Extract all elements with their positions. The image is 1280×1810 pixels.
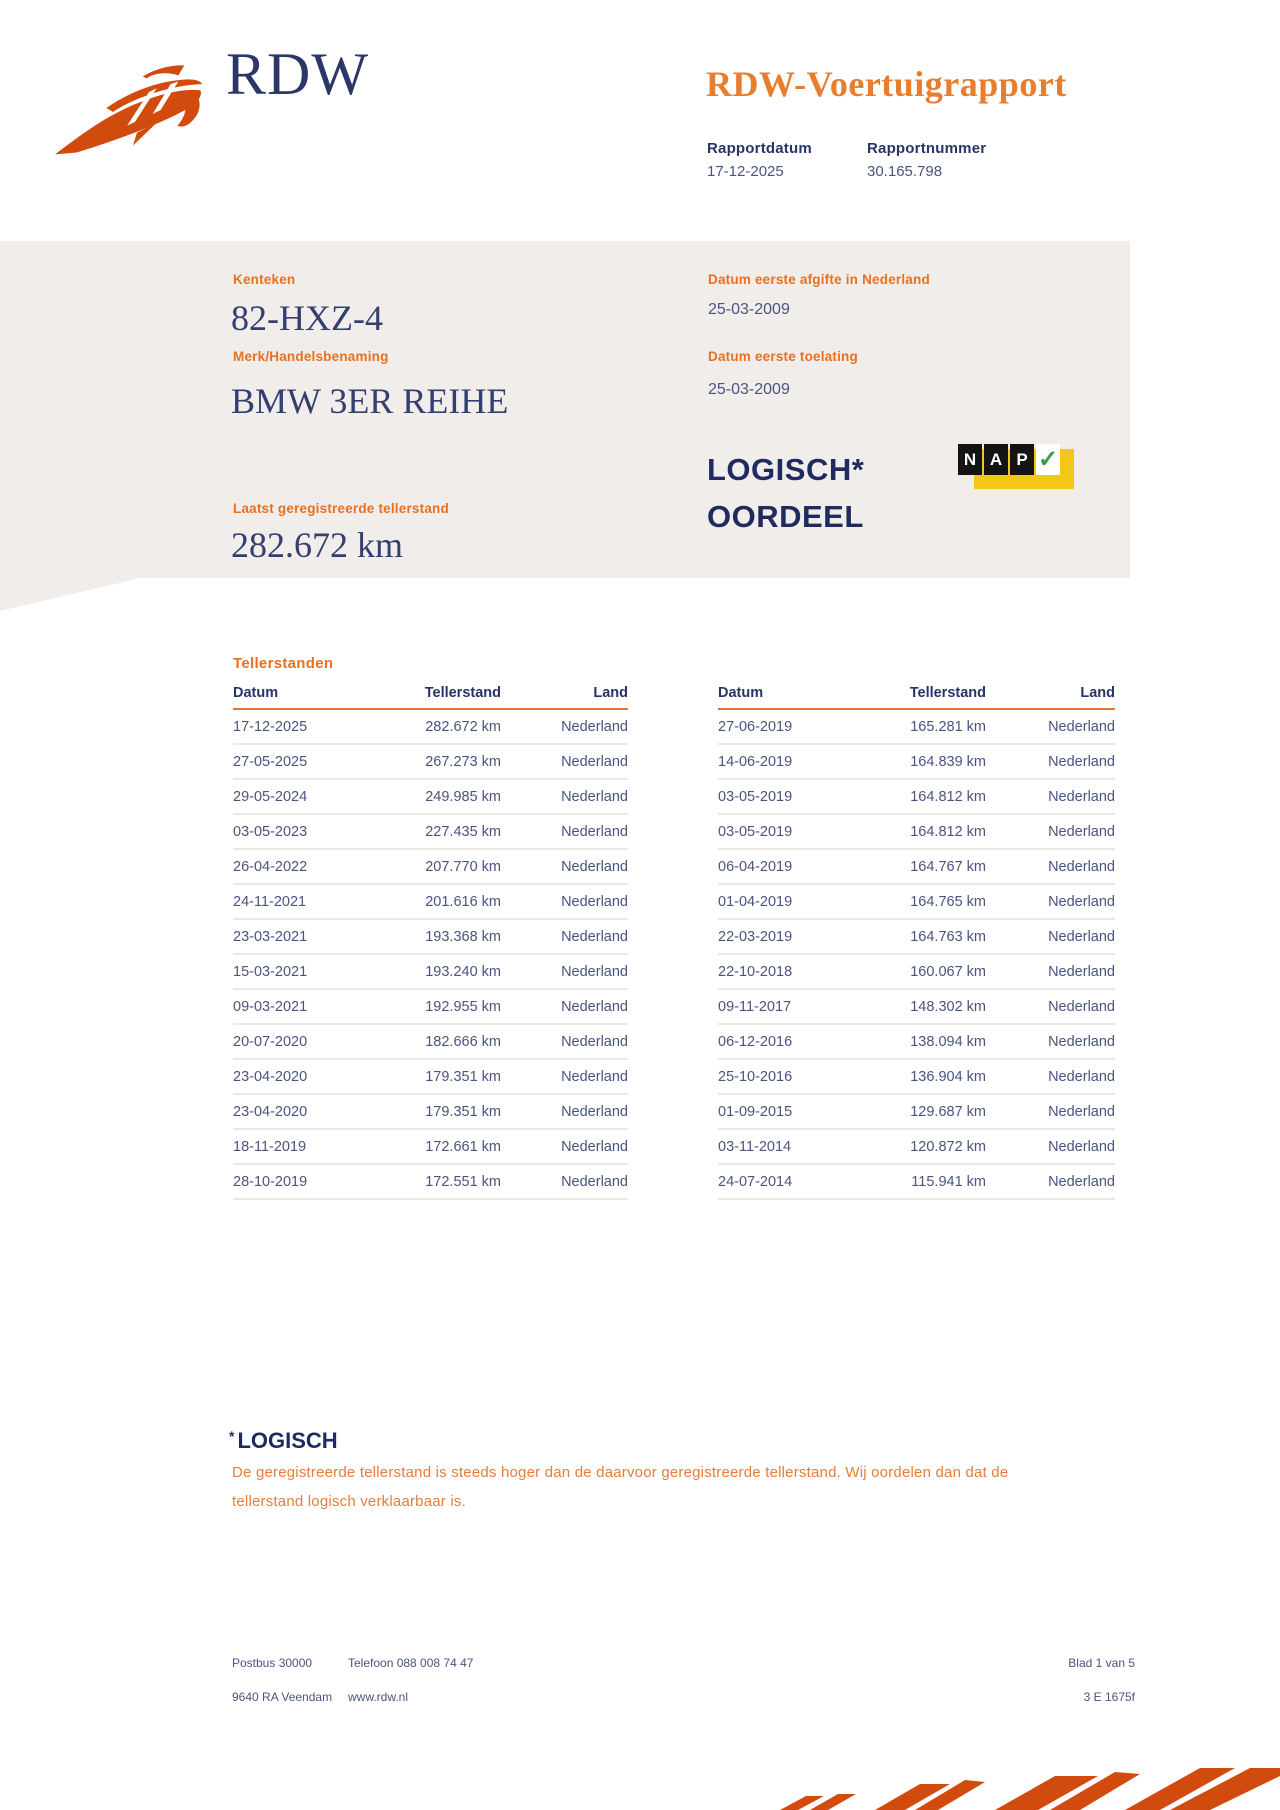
cell-datum: 15-03-2021 xyxy=(233,954,383,989)
cell-tellerstand: 207.770 km xyxy=(383,849,501,884)
nap-logo xyxy=(958,444,1076,490)
cell-datum: 17-12-2025 xyxy=(233,709,383,744)
cell-land: Nederland xyxy=(501,1164,628,1199)
report-date-value: 17-12-2025 xyxy=(707,163,784,180)
cell-tellerstand: 164.812 km xyxy=(868,779,986,814)
toelating-value: 25-03-2009 xyxy=(708,381,790,398)
footer-website: www.rdw.nl xyxy=(348,1690,409,1704)
cell-tellerstand: 172.551 km xyxy=(383,1164,501,1199)
cell-tellerstand: 164.765 km xyxy=(868,884,986,919)
report-number-label: Rapportnummer xyxy=(867,140,987,157)
cell-land: Nederland xyxy=(501,989,628,1024)
table-row xyxy=(718,814,1115,849)
report-date-label: Rapportdatum xyxy=(707,140,812,157)
nap-checkmark-icon: ✓ xyxy=(1037,446,1059,473)
summary-panel-tail xyxy=(0,578,140,611)
table-row xyxy=(718,1094,1115,1129)
cell-datum: 27-06-2019 xyxy=(718,709,868,744)
cell-datum: 03-05-2019 xyxy=(718,814,868,849)
table-row xyxy=(718,919,1115,954)
cell-datum: 03-11-2014 xyxy=(718,1129,868,1164)
table-row xyxy=(233,989,628,1024)
cell-tellerstand: 249.985 km xyxy=(383,779,501,814)
cell-land: Nederland xyxy=(986,779,1115,814)
cell-datum: 14-06-2019 xyxy=(718,744,868,779)
cell-datum: 20-07-2020 xyxy=(233,1024,383,1059)
cell-land: Nederland xyxy=(986,744,1115,779)
table-row xyxy=(718,884,1115,919)
report-number-value: 30.165.798 xyxy=(867,163,943,180)
cell-land: Nederland xyxy=(986,1094,1115,1129)
cell-datum: 06-12-2016 xyxy=(718,1024,868,1059)
cell-land: Nederland xyxy=(986,1164,1115,1199)
table-row xyxy=(233,1129,628,1164)
cell-datum: 06-04-2019 xyxy=(718,849,868,884)
cell-datum: 26-04-2022 xyxy=(233,849,383,884)
tellerstanden-heading: Tellerstanden xyxy=(233,655,334,672)
oordeel-text xyxy=(707,446,864,540)
col-header-datum: Datum xyxy=(718,685,868,709)
cell-datum: 23-04-2020 xyxy=(233,1059,383,1094)
cell-tellerstand: 193.240 km xyxy=(383,954,501,989)
rdw-wing-fragments-graphic xyxy=(780,1768,1280,1810)
footnote-title xyxy=(229,1424,338,1453)
cell-datum: 22-10-2018 xyxy=(718,954,868,989)
afgifte-value: 25-03-2009 xyxy=(708,301,790,318)
oordeel-line2: OORDEEL xyxy=(707,499,864,534)
cell-land: Nederland xyxy=(501,1059,628,1094)
cell-datum: 01-09-2015 xyxy=(718,1094,868,1129)
table-row xyxy=(233,954,628,989)
cell-tellerstand: 120.872 km xyxy=(868,1129,986,1164)
cell-land: Nederland xyxy=(986,709,1115,744)
oordeel-line1: LOGISCH* xyxy=(707,452,865,487)
cell-land: Nederland xyxy=(501,919,628,954)
cell-land: Nederland xyxy=(986,849,1115,884)
cell-tellerstand: 160.067 km xyxy=(868,954,986,989)
afgifte-label: Datum eerste afgifte in Nederland xyxy=(708,272,930,287)
footer-page-number: Blad 1 van 5 xyxy=(1068,1656,1135,1670)
table-row xyxy=(233,1164,628,1199)
cell-datum: 23-04-2020 xyxy=(233,1094,383,1129)
cell-tellerstand: 192.955 km xyxy=(383,989,501,1024)
cell-tellerstand: 179.351 km xyxy=(383,1094,501,1129)
report-title: RDW-Voertuigrapport xyxy=(706,64,1067,104)
cell-tellerstand: 165.281 km xyxy=(868,709,986,744)
table-row xyxy=(718,779,1115,814)
footer-address-line2: 9640 RA Veendam xyxy=(232,1690,333,1704)
cell-land: Nederland xyxy=(986,1129,1115,1164)
merk-value: BMW 3ER REIHE xyxy=(231,381,509,421)
col-header-tellerstand: Tellerstand xyxy=(868,685,986,709)
tellerstanden-table-right xyxy=(718,685,1115,1200)
cell-tellerstand: 172.661 km xyxy=(383,1129,501,1164)
tellerstanden-table-left xyxy=(233,685,628,1200)
cell-datum: 18-11-2019 xyxy=(233,1129,383,1164)
table-row xyxy=(233,1024,628,1059)
table-row xyxy=(233,919,628,954)
cell-datum: 24-11-2021 xyxy=(233,884,383,919)
cell-datum: 03-05-2023 xyxy=(233,814,383,849)
cell-datum: 09-03-2021 xyxy=(233,989,383,1024)
cell-land: Nederland xyxy=(501,884,628,919)
cell-tellerstand: 282.672 km xyxy=(383,709,501,744)
toelating-label: Datum eerste toelating xyxy=(708,349,858,364)
cell-land: Nederland xyxy=(501,709,628,744)
col-header-datum: Datum xyxy=(233,685,383,709)
cell-tellerstand: 227.435 km xyxy=(383,814,501,849)
tellerstand-value: 282.672 km xyxy=(231,525,404,565)
kenteken-value: 82-HXZ-4 xyxy=(231,298,383,338)
cell-datum: 29-05-2024 xyxy=(233,779,383,814)
cell-datum: 22-03-2019 xyxy=(718,919,868,954)
nap-tile-a: A xyxy=(984,444,1008,475)
nap-tile-p: P xyxy=(1010,444,1034,475)
kenteken-label: Kenteken xyxy=(233,272,296,287)
table-row xyxy=(718,1024,1115,1059)
cell-datum: 03-05-2019 xyxy=(718,779,868,814)
footnote-text: De geregistreerde tellerstand is steeds hoger dan de daarvoor geregistreerde tellerstand. Wij oordelen dan dat de tellerstand logisch verklaarbaar is. xyxy=(232,1464,1009,1510)
table-row xyxy=(233,849,628,884)
cell-tellerstand: 179.351 km xyxy=(383,1059,501,1094)
table-row xyxy=(718,989,1115,1024)
table-row xyxy=(718,1164,1115,1199)
table-row xyxy=(718,954,1115,989)
cell-tellerstand: 201.616 km xyxy=(383,884,501,919)
cell-tellerstand: 193.368 km xyxy=(383,919,501,954)
table-row xyxy=(233,744,628,779)
summary-panel xyxy=(0,241,1130,578)
cell-land: Nederland xyxy=(501,1024,628,1059)
cell-land: Nederland xyxy=(986,919,1115,954)
cell-tellerstand: 164.812 km xyxy=(868,814,986,849)
col-header-land: Land xyxy=(501,685,628,709)
cell-land: Nederland xyxy=(501,779,628,814)
cell-datum: 01-04-2019 xyxy=(718,884,868,919)
footer-phone: Telefoon 088 008 74 47 xyxy=(348,1656,474,1670)
cell-land: Nederland xyxy=(501,954,628,989)
table-row xyxy=(718,1129,1115,1164)
footnote-asterisk: * xyxy=(229,1428,235,1444)
cell-datum: 23-03-2021 xyxy=(233,919,383,954)
cell-datum: 27-05-2025 xyxy=(233,744,383,779)
table-row xyxy=(718,744,1115,779)
cell-land: Nederland xyxy=(501,1094,628,1129)
cell-land: Nederland xyxy=(986,1024,1115,1059)
footer-doc-code: 3 E 1675f xyxy=(1083,1690,1135,1704)
cell-datum: 25-10-2016 xyxy=(718,1059,868,1094)
cell-land: Nederland xyxy=(986,884,1115,919)
table-row xyxy=(233,779,628,814)
table-row xyxy=(718,849,1115,884)
table-row xyxy=(718,1059,1115,1094)
cell-datum: 24-07-2014 xyxy=(718,1164,868,1199)
cell-land: Nederland xyxy=(501,814,628,849)
cell-datum: 28-10-2019 xyxy=(233,1164,383,1199)
cell-land: Nederland xyxy=(986,814,1115,849)
col-header-land: Land xyxy=(986,685,1115,709)
cell-tellerstand: 136.904 km xyxy=(868,1059,986,1094)
cell-tellerstand: 164.767 km xyxy=(868,849,986,884)
cell-land: Nederland xyxy=(501,849,628,884)
table-row xyxy=(233,1059,628,1094)
rdw-feather-logo xyxy=(52,56,210,160)
cell-land: Nederland xyxy=(501,744,628,779)
table-row xyxy=(718,709,1115,744)
cell-tellerstand: 115.941 km xyxy=(868,1164,986,1199)
table-row xyxy=(233,884,628,919)
cell-land: Nederland xyxy=(986,989,1115,1024)
nap-tile-n: N xyxy=(958,444,982,475)
cell-land: Nederland xyxy=(986,1059,1115,1094)
cell-tellerstand: 148.302 km xyxy=(868,989,986,1024)
merk-label: Merk/Handelsbenaming xyxy=(233,349,389,364)
cell-tellerstand: 164.839 km xyxy=(868,744,986,779)
cell-tellerstand: 267.273 km xyxy=(383,744,501,779)
cell-land: Nederland xyxy=(986,954,1115,989)
table-row xyxy=(233,814,628,849)
cell-tellerstand: 138.094 km xyxy=(868,1024,986,1059)
cell-land: Nederland xyxy=(501,1129,628,1164)
footnote-title-text: LOGISCH xyxy=(237,1428,338,1453)
tellerstand-label: Laatst geregistreerde tellerstand xyxy=(233,501,449,516)
rdw-logo-text: RDW xyxy=(226,41,369,107)
cell-tellerstand: 182.666 km xyxy=(383,1024,501,1059)
table-row xyxy=(233,709,628,744)
cell-tellerstand: 164.763 km xyxy=(868,919,986,954)
footer-address-line1: Postbus 30000 xyxy=(232,1656,313,1670)
table-row xyxy=(233,1094,628,1129)
col-header-tellerstand: Tellerstand xyxy=(383,685,501,709)
cell-tellerstand: 129.687 km xyxy=(868,1094,986,1129)
cell-datum: 09-11-2017 xyxy=(718,989,868,1024)
